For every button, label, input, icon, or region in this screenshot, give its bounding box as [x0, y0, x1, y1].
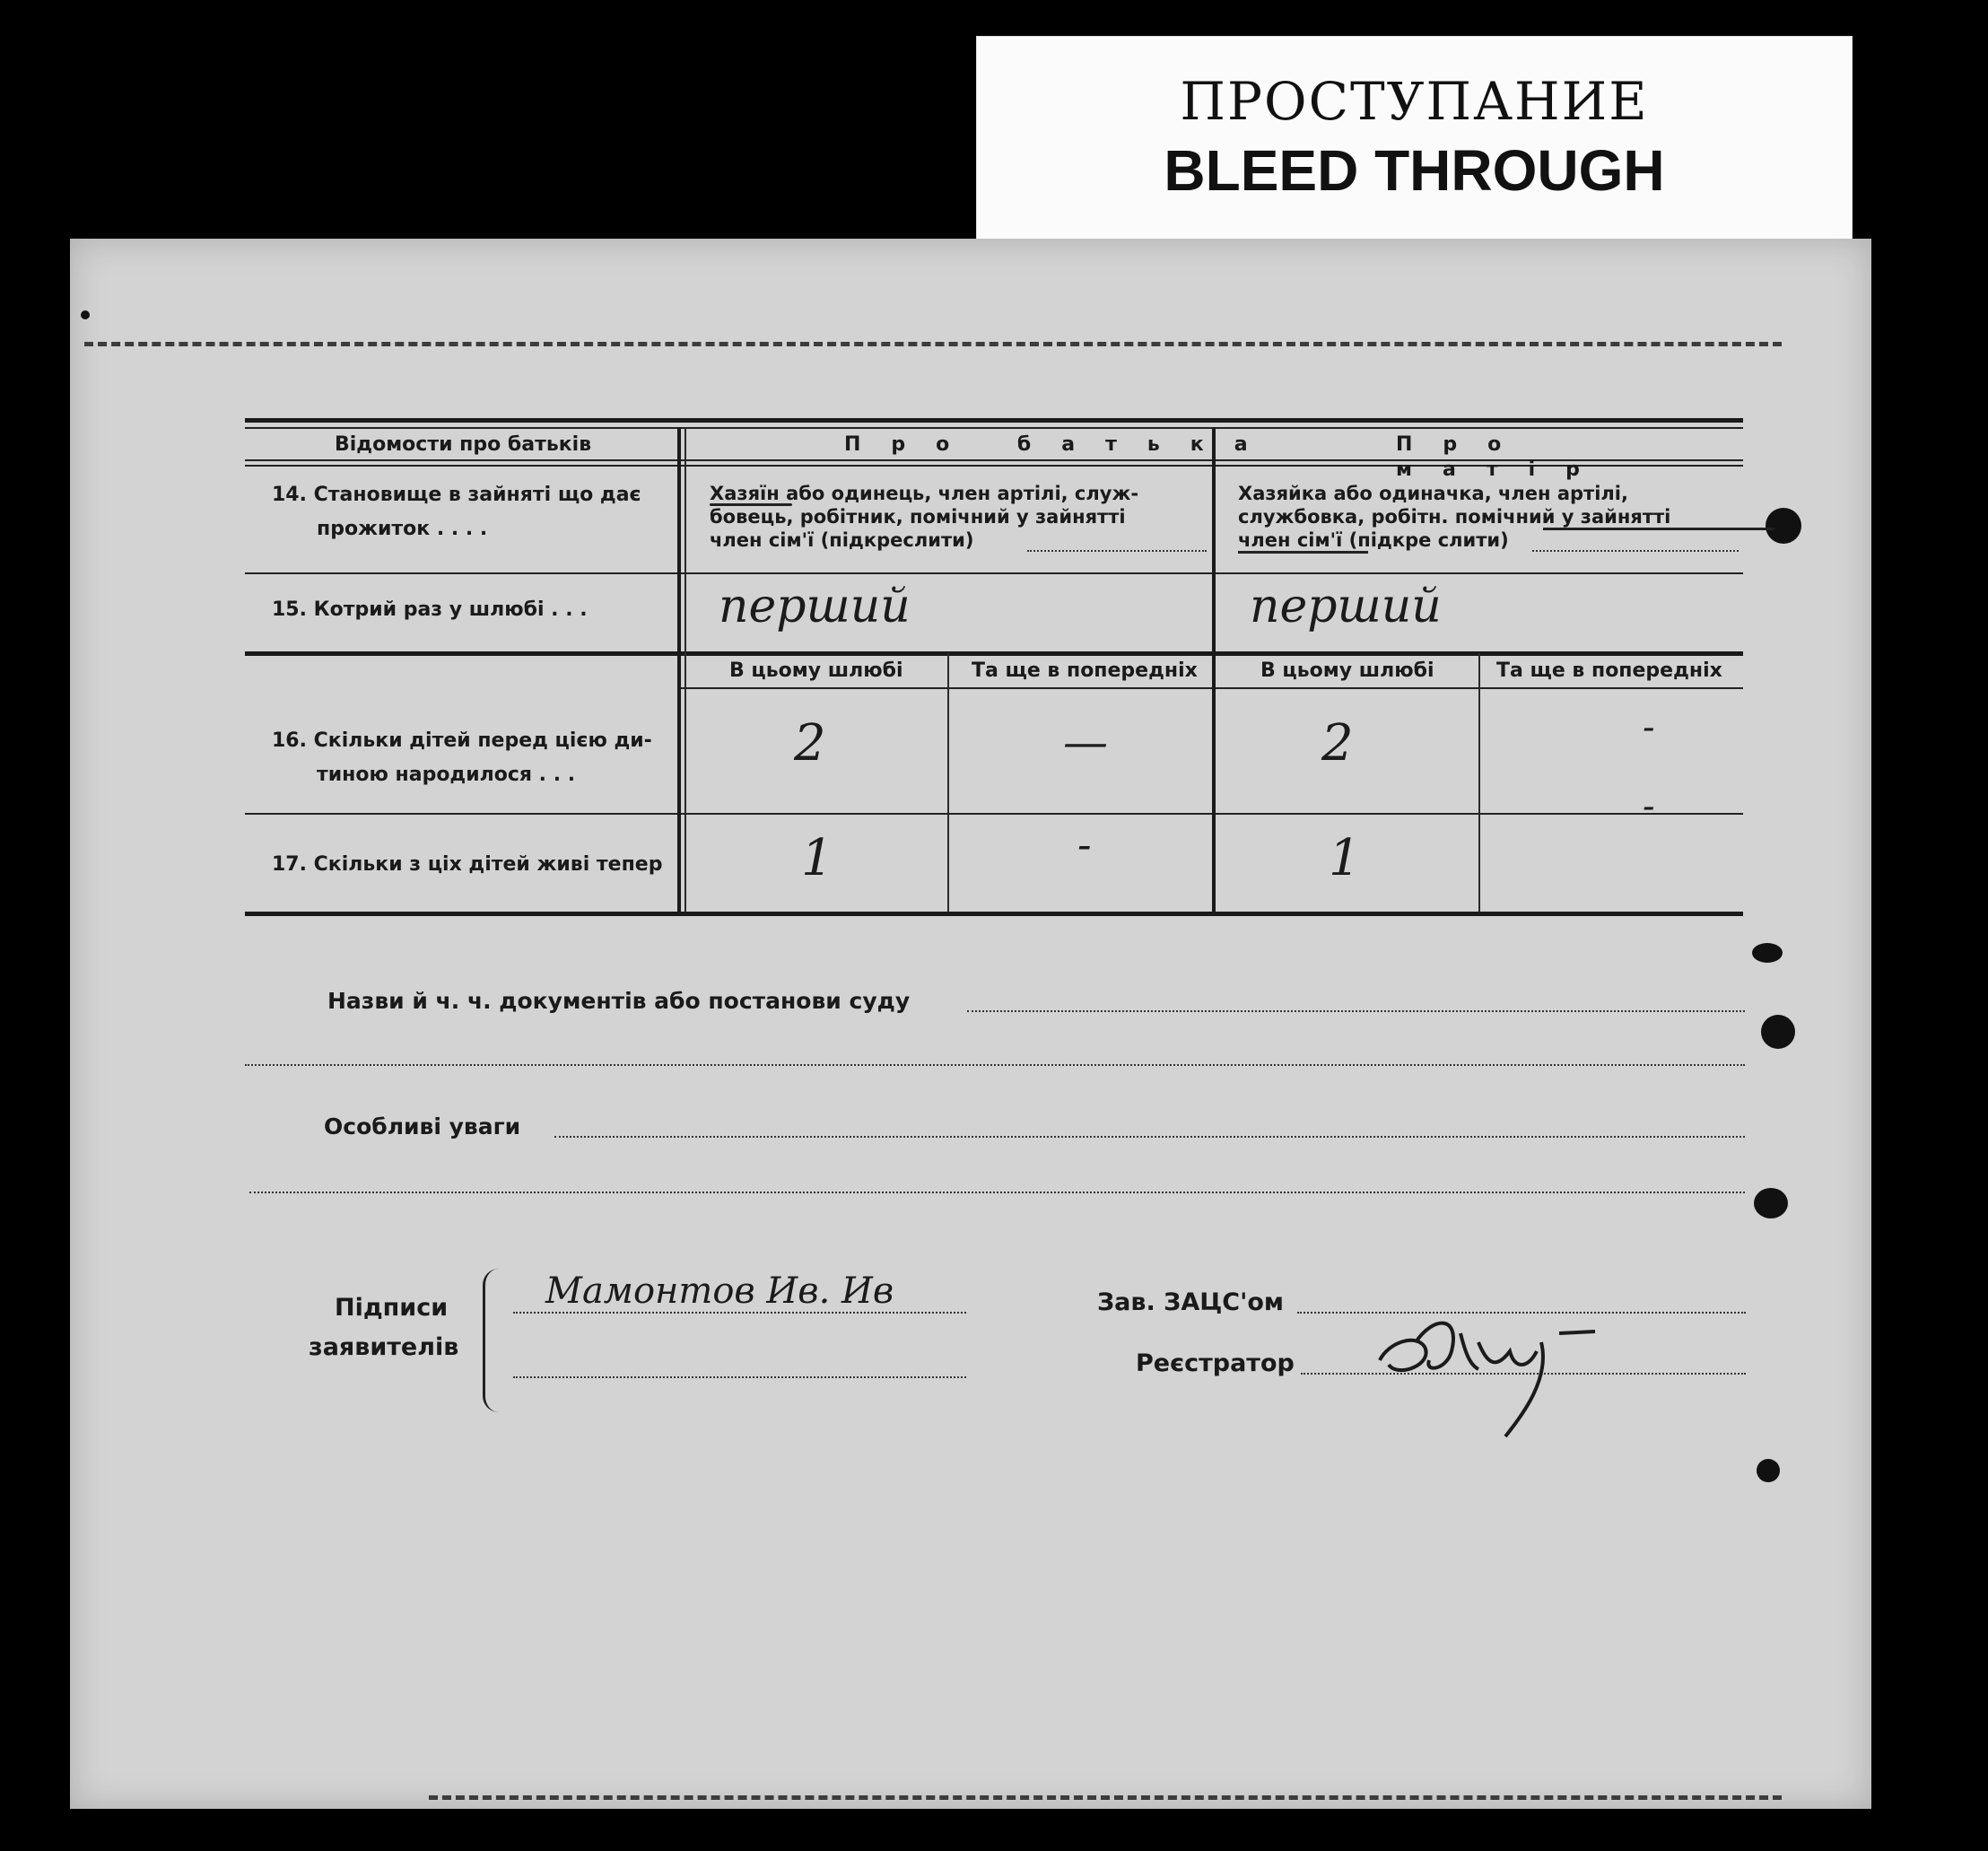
- dot-mark: [81, 310, 90, 319]
- underline-mark: [1543, 528, 1774, 530]
- row14-mother-line2: службовка, робітн. помічний у зайнятті: [1238, 506, 1671, 528]
- row16-label-line2: тиною народилося . . .: [317, 764, 576, 786]
- subheader-mother-this-marriage: В цьому шлюбі: [1260, 659, 1434, 682]
- remarks-field-line: [554, 1136, 1745, 1138]
- header-parents-info: Відомости про батьків: [335, 433, 592, 456]
- row14-label-line2: прожиток . . . .: [317, 518, 488, 540]
- registrar-label: Реєстратор: [1136, 1349, 1295, 1377]
- subheader-mother-previous: Та ще в попередніх: [1496, 659, 1722, 682]
- label-english: BLEED THROUGH: [1164, 138, 1665, 203]
- punch-hole: [1754, 1188, 1788, 1218]
- row14-father-line3: член сім'ї (підкреслити): [710, 529, 974, 551]
- punch-hole: [1757, 1459, 1780, 1482]
- subheader-father-this-marriage: В цьому шлюбі: [729, 659, 903, 682]
- underline-mark: [710, 503, 792, 506]
- row16-mother-prev: -: [1643, 707, 1655, 748]
- bottom-perforation-line: [429, 1795, 1782, 1800]
- remarks-label: Особливі уваги: [324, 1113, 521, 1139]
- label-russian: ПРОСТУПАНИЕ: [1180, 71, 1649, 132]
- header-about-father: Про батька: [844, 433, 1278, 456]
- head-zags-label: Зав. ЗАЦС'ом: [1097, 1288, 1284, 1316]
- registrar-signature-mark: [1362, 1279, 1649, 1441]
- row14-father-line2: бовець, робітник, помічний у зайнятті: [710, 506, 1126, 528]
- row16-mother-this: 2: [1321, 714, 1354, 773]
- row17-mother-this: 1: [1329, 829, 1361, 887]
- row15-label: 15. Котрий раз у шлюбі . . .: [272, 598, 588, 621]
- applicants-label-line1: Підписи: [335, 1294, 449, 1322]
- applicant-signature: Мамонтов Ив. Ив: [545, 1270, 894, 1312]
- document-sheet: [70, 239, 1871, 1809]
- row14-father-line1: Хазяїн або одинець, член артілі, служ-: [710, 483, 1139, 504]
- row14-mother-line1: Хазяйка або одиначка, член артілі,: [1238, 483, 1628, 504]
- punch-hole: [1766, 508, 1801, 544]
- subheader-father-previous: Та ще в попередніх: [972, 659, 1198, 682]
- row16-label-line1: 16. Скільки дітей перед цією ди-: [272, 729, 652, 752]
- applicant-signature-line-1: [513, 1312, 966, 1314]
- underline-mark: [1238, 551, 1368, 554]
- documents-label: Назви й ч. ч. документів або постанови суду: [327, 988, 911, 1014]
- punch-hole: [1752, 943, 1783, 963]
- remarks-field-line-2: [249, 1192, 1745, 1193]
- header-about-mother: Про матір: [1396, 433, 1610, 481]
- punch-hole: [1761, 1015, 1795, 1049]
- documents-field-line: [967, 1010, 1745, 1012]
- documents-field-line-2: [245, 1064, 1745, 1066]
- applicants-brace: [483, 1269, 507, 1412]
- parents-info-table: [245, 418, 1743, 913]
- row15-father-value: перший: [719, 580, 911, 633]
- top-perforation-line: [84, 342, 1782, 346]
- row17-father-prev: -: [1077, 820, 1092, 869]
- bleed-through-label-card: [976, 36, 1853, 249]
- applicants-label-line2: заявителів: [309, 1333, 459, 1361]
- row14-mother-line3: член сім'ї (підкре слити): [1238, 529, 1509, 551]
- row17-mother-prev: -: [1643, 786, 1655, 827]
- row15-mother-value: перший: [1250, 580, 1442, 633]
- applicant-signature-line-2: [513, 1376, 966, 1378]
- row17-father-this: 1: [801, 829, 833, 887]
- row16-father-prev: —: [1063, 716, 1108, 768]
- row16-father-this: 2: [794, 714, 826, 773]
- row17-label: 17. Скільки з ціх дітей живі тепер: [272, 853, 663, 876]
- row14-label-line1: 14. Становище в зайняті що дає: [272, 484, 641, 506]
